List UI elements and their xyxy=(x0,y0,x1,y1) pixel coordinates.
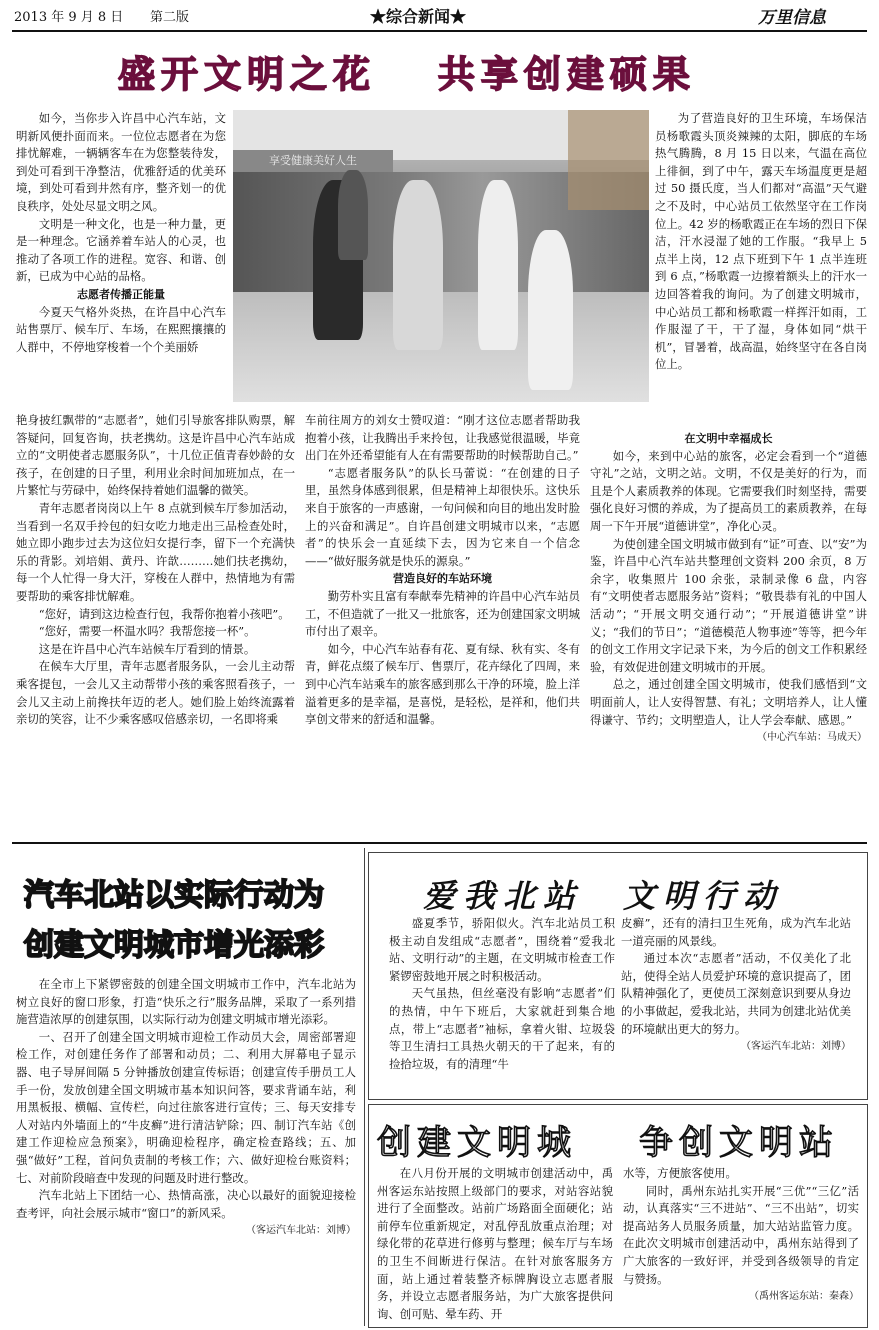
compete-column-1 xyxy=(377,1165,613,1325)
paragraph: 青年志愿者岗岗以上午 8 点就到候车厅参加活动，当看到一名双手拎包的妇女吃力地走出三品检查处时，她立即小跑步过去为这位妇女提行李，留下一个充满快乐的背影。刘培娟、黄丹、许歆………她们扶老携幼，每一个人忙得一身大汗，穿梭在人群中，热情地为有需要帮助的乘客排忧解难。 xyxy=(16,500,295,603)
north-station-article xyxy=(12,848,360,1326)
subheading: 在文明中幸福成长 xyxy=(684,432,773,445)
paragraph: 为了营造良好的卫生环境，车场保洁员杨歌霞头顶炎辣辣的太阳，脚底的车场热气腾腾，8 月 15 日以来，气温在高位上徘徊，到了中午，露天车场温度更是超过 50 摄氏度，当人们都对“高温”天气避之不及时，中心站员工依然坚守在工作岗位上。42 岁的杨歌霞正在车场的烈日下保洁，汗水浸湿了她的工作服。“我早上 5 点半上岗，12 点下班到下午 1 点半连班到 6 点，”杨歌霞一边擦着额头上的汗水一边回答着我的询问。为了创建文明城市，中心站员工都和杨歌霞一样挥汗如雨，工作服湿了干，干了湿，身体如同“烘干机”，冒暑着，战高温，始终坚守在各自岗位上。 xyxy=(655,111,867,372)
love-column-2 xyxy=(621,915,851,1097)
photo-banner: 享受健康美好人生 xyxy=(233,150,393,172)
paragraph: 皮癣”，还有的清扫卫生死角，成为汽车北站一道亮丽的风景线。 xyxy=(621,916,851,948)
column-divider xyxy=(364,848,365,1326)
paragraph: “您好，请到这边检查行包，我帮你抱着小孩吧”。 xyxy=(38,606,290,621)
paragraph: 通过本次“志愿者”活动，不仅美化了北站，使得全站人员爱护环境的意识提高了，团队精神强化了，更使员工深刻意识到要从身边的小事做起，爱我北站，共同为创建北站优美的环境献出更大的努力。 xyxy=(621,951,851,1036)
paragraph: 车前往周方的刘女士赞叹道：“刚才这位志愿者帮助我抱着小孩，让我腾出手来拎包，让我感觉很温暖，毕竟出门在外还希望能有人在有需要帮助的时候帮助自己。” xyxy=(305,413,580,463)
paragraph: 艳身披红飘带的“志愿者”，她们引导旅客排队购票，解答疑问，回复咨询，扶老携幼。这是许昌中心汽车站成立的“文明使者志愿服务队”，十几位正值青春妙龄的女孩子，在创建的日子里，利用业余时间加班加点，在一片繁忙与劳碌中，始终保持着她们温馨的微笑。 xyxy=(16,413,295,498)
love-column-1 xyxy=(389,915,615,1097)
north-body xyxy=(16,976,356,1324)
subheading: 志愿者传播正能量 xyxy=(77,287,165,301)
byline: （客运汽车北站：刘博） xyxy=(246,1225,356,1237)
paragraph: 如今，中心汽车站春有花、夏有绿、秋有实、冬有青，鲜花点缀了候车厅、售票厅，花卉绿化了四周，来到中心汽车站乘车的旅客感到那么干净的环境，脸上洋溢着更多的是幸福，是喜悦，是轻松，是祥和，他们共享创文带来的舒适和温馨。 xyxy=(305,641,580,727)
byline: （中心汽车站：马成天） xyxy=(757,732,867,744)
love-station-box xyxy=(368,852,868,1100)
paragraph: 水等，方便旅客使用。 xyxy=(623,1166,737,1180)
paragraph: 总之，通过创建全国文明城市，使我们感悟到“文明面前人，让人安得智慧、有礼；文明培养人，让人懂得谦守、节约；文明塑造人，让人学会奉献、感恩。” xyxy=(590,677,867,727)
paragraph: 为使创建全国文明城市做到有“证”可查、以“安”为鉴，许昌中心汽车站共整理创文资料 200 余页，8 万余字，收集照片 100 余张，录制录像 6 盘，内容有“文明使者志愿服务站”资料；“敬畏恭有礼的中国人活动”；“开展文明交通行动”；“开展道德讲堂”讲义；“我们的节日”；“道德模范人物事迹”等等，把今年的创文工作用文字记录下来，为今后的创文工作积累经验，有效促进创建文明城市的开展。 xyxy=(590,536,867,674)
compete-headline-right: 争创文明站 xyxy=(639,1123,839,1163)
compete-headline-left: 创建文明城 xyxy=(377,1123,577,1163)
love-headline: 爱我北站 文明行动 xyxy=(423,877,784,915)
paragraph: “您好，需要一杯温水吗？我帮您接一杯”。 xyxy=(38,624,256,639)
paragraph: 一、召开了创建全国文明城市迎检工作动员大会，周密部署迎检工作，对创建任务作了部署和动员；二、利用大屏幕电子显示器、电子导屏间隔 5 分钟播放创建宣传标语；创建宣传手册员工人手一份，发放创建全国文明城市基本知识问答，要求背诵车站，利用黑板报、横幅、宣传栏，向过往旅客进行宣传；三、每天安排专人对站内外墙面上的“牛皮癣”进行清洁铲除；四、制订汽车站《创建工作迎检应急预案》，明确迎检程序，确定检查路线；五、加强“做好”工程，首问负责制的考核工作；六、做好迎检台账资料；七、对前阶段暗查中发现的问题及时进行整改。 xyxy=(16,1029,356,1185)
paragraph: 这是在许昌中心汽车站候车厅看到的情景。 xyxy=(38,641,256,656)
main-column-1 xyxy=(16,110,226,402)
paragraph: 在八月份开展的文明城市创建活动中，禹州客运东站按照上级部门的要求，对站容站貌进行了全面整改。站前广场路面全面硬化；站前停车位重新规定，对乱停乱放重点治理；对绿化带的花草进行修剪与整理；候车厅与车场的卫生不间断进行保洁。在针对旅客服务方面，站上通过着装整齐标牌胸设立志愿者服务，并设立志愿者服务站，为广大旅客提供问询、创可贴、晕车药、开 xyxy=(377,1166,613,1321)
paragraph: 今夏天气格外炎热，在许昌中心汽车站售票厅、候车厅、车场，在熙熙攘攘的人群中，不停地穿梭着一个个美丽娇 xyxy=(16,304,226,354)
paragraph: 勤劳朴实且富有奉献奉先精神的许昌中心汽车站员工，不但造就了一批又一批旅客，还为创建国家文明城市付出了艰辛。 xyxy=(305,588,580,639)
main-headline: 盛开文明之花 共享创建硕果 xyxy=(118,53,696,96)
paragraph: 在候车大厅里，青年志愿者服务队，一会儿主动帮乘客提包，一会儿又主动帮带小孩的乘客照看孩子，一会儿又主动上前搀扶年迈的老人。她们脸上始终流露着亲切的笑容，让不少乘客感叹倍感亲切，一名即将乘 xyxy=(16,659,295,727)
paper-name: 万里信息 xyxy=(758,8,826,28)
paragraph: 汽车北站上下团结一心、热情高涨，决心以最好的面貌迎接检查考评，向社会展示城市“窗口”的新风采。 xyxy=(16,1188,356,1220)
main-column-wide-left xyxy=(16,412,295,837)
paragraph: 如今，当你步入许昌中心汽车站，文明新风便扑面而来。一位位志愿者在为您排忧解难，一辆辆客车在为您整装待发，到处可看到干净整洁，优雅舒适的优美环境，到处可看到井然有序，整齐划一的优良秩序，处处尽显文明之风。 xyxy=(16,111,226,213)
paragraph: 在全市上下紧锣密鼓的创建全国文明城市工作中，汽车北站为树立良好的窗口形象，打造“快乐之行”服务品牌，采取了一系列措施营造浓厚的创建氛围，以实际行动为创建文明城市增光添彩。 xyxy=(16,977,356,1027)
paragraph: “志愿者服务队”的队长马蕾说：“在创建的日子里，虽然身体感到很累，但是精神上却很快乐。这快乐来自于旅客的一声感谢，一句问候和向目的地出发时脸上的兴奋和满足”。自许昌创建文明城市以来，“志愿者”的快乐会一直延续下去，因为它来自一个信念——“做好服务就是快乐的源泉。” xyxy=(305,465,580,568)
compete-station-box xyxy=(368,1104,868,1328)
page-header xyxy=(0,0,879,30)
main-column-right-upper xyxy=(655,110,867,432)
north-headline-line2: 创建文明城市增光添彩 xyxy=(24,928,324,963)
north-headline-line1: 汽车北站以实际行动为 xyxy=(24,878,324,913)
byline: （禹州客运东站：秦森） xyxy=(749,1291,859,1303)
compete-column-2 xyxy=(623,1165,859,1325)
paragraph: 同时，禹州东站扎实开展“三优”“三亿”活动，认真落实“三不进站”、“三不出站”，切实提高站务人员服务质量，加大站站监管力度。在此次文明城市创建活动中，禹州东站得到了广大旅客的一致好评，并受到各级领导的肯定与赞扬。 xyxy=(623,1183,859,1286)
main-column-mid xyxy=(305,412,580,837)
paragraph: 文明是一种文化，也是一种力量，更是一种理念。它涵养着车站人的心灵，也推动了各项工作的进程。宽容、和谐、创新，已成为中心站的品格。 xyxy=(16,216,226,284)
station-photo xyxy=(233,110,649,402)
section-rule xyxy=(12,842,867,844)
subheading: 营造良好的车站环境 xyxy=(393,572,492,586)
issue-date: 2013 年 9 月 8 日 xyxy=(14,10,124,25)
header-rule xyxy=(12,30,867,32)
byline: （客运汽车北站：刘博） xyxy=(741,1041,851,1053)
main-column-right-lower xyxy=(590,430,867,840)
paragraph: 盛夏季节，骄阳似火。汽车北站员工积极主动自发组成“志愿者”，围绕着“爱我北站、文明行动”的主题，在文明城市检查工作紧锣密鼓地开展之时积极活动。 xyxy=(389,916,615,983)
section-title: ★综合新闻★ xyxy=(370,7,467,26)
edition-label: 第二版 xyxy=(150,10,190,25)
paragraph: 如今，来到中心站的旅客，必定会看到一个“道德守礼”之站，文明之站。文明，不仅是美好的行为，而且是个人素质教养的体现。它需要我们时刻坚持，需要强化良好习惯的养成，为了提高员工的素质教养，在每周一下午开展“道德讲堂”，净化心灵。 xyxy=(590,448,867,533)
paragraph: 天气虽热，但丝毫没有影响“志愿者”们的热情，中午下班后，大家就赶到集合地点，带上“志愿者”袖标，拿着火钳、垃圾袋等卫生清扫工具热火朝天的干了起来，有的捡拾垃圾，有的清理“牛 xyxy=(389,986,615,1071)
